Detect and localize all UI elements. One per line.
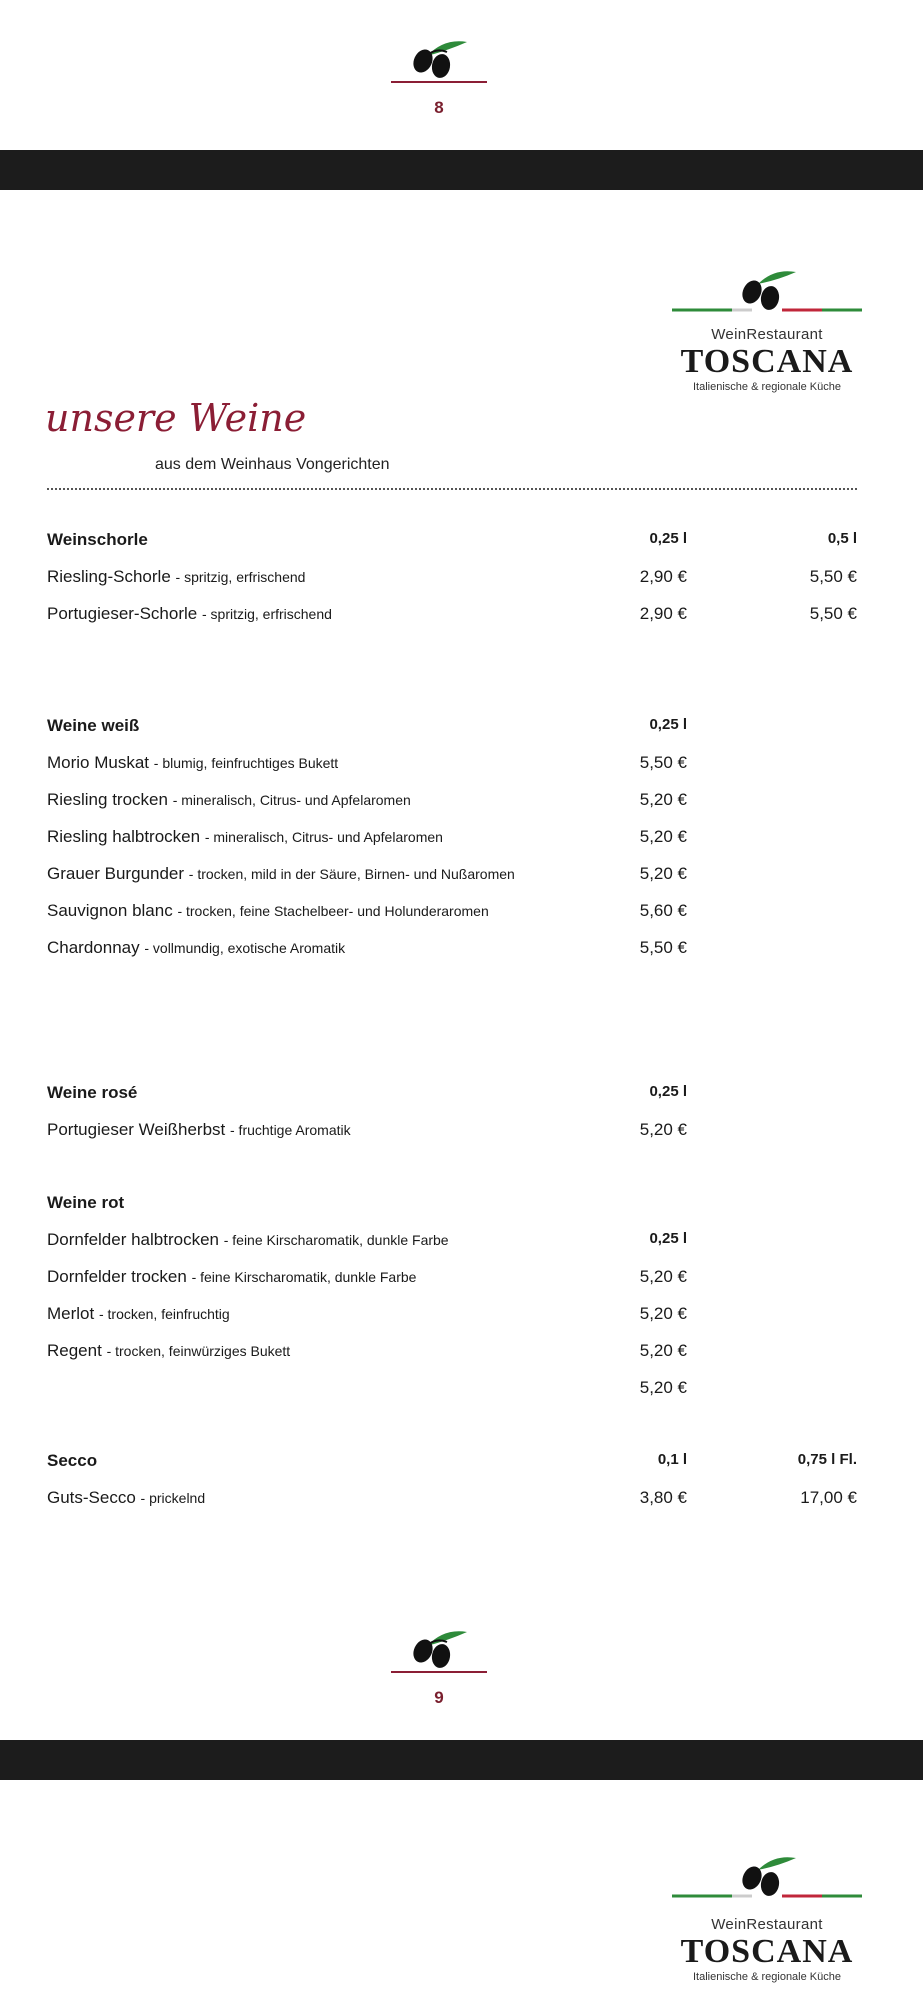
section-heading-rot: Weine rot: [47, 1193, 125, 1212]
menu-item: Guts-Secco - prickelnd 3,80 € 17,00 €: [47, 1488, 857, 1507]
restaurant-logo-icon: [672, 262, 862, 322]
menu-item: Sauvignon blanc - trocken, feine Stachelbeer- und Holunderaromen 5,60 €: [47, 901, 687, 920]
menu-item: Morio Muskat - blumig, feinfruchtiges Bukett 5,50 €: [47, 753, 687, 772]
menu-item: Portugieser-Schorle - spritzig, erfrischend 2,90 € 5,50 €: [47, 604, 857, 623]
menu-item: Chardonnay - vollmundig, exotische Aromatik 5,50 €: [47, 938, 687, 957]
logo-tagline: Italienische & regionale Küche: [693, 381, 841, 393]
menu-item: Riesling-Schorle - spritzig, erfrischend 2,90 € 5,50 €: [47, 567, 857, 586]
menu-item: Merlot - trocken, feinfruchtig 5,20 €: [47, 1304, 687, 1323]
page-number-top: 8: [434, 98, 444, 117]
logo-subtitle: WeinRestaurant: [711, 1916, 823, 1933]
olive-logo-icon: [389, 28, 489, 88]
restaurant-logo: [672, 326, 862, 393]
olive-logo-icon: [389, 1618, 489, 1678]
section-heading-rose: Weine rosé 0,25 l: [47, 1083, 687, 1102]
page-divider-band: [0, 150, 923, 190]
menu-item-price: 5,20 €: [639, 1378, 687, 1397]
logo-tagline: Italienische & regionale Küche: [693, 1971, 841, 1983]
section-heading-secco: Secco 0,1 l 0,75 l Fl.: [47, 1451, 857, 1470]
restaurant-logo-icon: [672, 1848, 862, 1908]
dotted-divider: [47, 488, 857, 490]
menu-item: Grauer Burgunder - trocken, mild in der Säure, Birnen- und Nußaromen 5,20 €: [47, 864, 687, 883]
menu-item: Regent - trocken, feinwürziges Bukett 5,20 €: [47, 1341, 687, 1360]
logo-subtitle: WeinRestaurant: [711, 326, 823, 343]
section-heading-weiss: Weine weiß 0,25 l: [47, 716, 687, 735]
page-subtitle: aus dem Weinhaus Vongerichten: [155, 456, 390, 473]
menu-item: Riesling halbtrocken - mineralisch, Citrus- und Apfelaromen 5,20 €: [47, 827, 687, 846]
menu-item: Riesling trocken - mineralisch, Citrus- und Apfelaromen 5,20 €: [47, 790, 687, 809]
menu-item: Dornfelder halbtrocken - feine Kirscharomatik, dunkle Farbe 0,25 l: [47, 1230, 687, 1249]
page-number-bottom: 9: [434, 1688, 444, 1707]
menu-item: Dornfelder trocken - feine Kirscharomatik, dunkle Farbe 5,20 €: [47, 1267, 687, 1286]
menu-item: Portugieser Weißherbst - fruchtige Aromatik 5,20 €: [47, 1120, 687, 1139]
page-title: unsere Weine: [45, 396, 307, 440]
section-heading-schorle: Weinschorle 0,25 l 0,5 l: [47, 530, 857, 549]
restaurant-logo: [672, 1916, 862, 1983]
logo-name: TOSCANA: [680, 1933, 854, 1970]
page-divider-band: [0, 1740, 923, 1780]
logo-name: TOSCANA: [680, 343, 854, 380]
